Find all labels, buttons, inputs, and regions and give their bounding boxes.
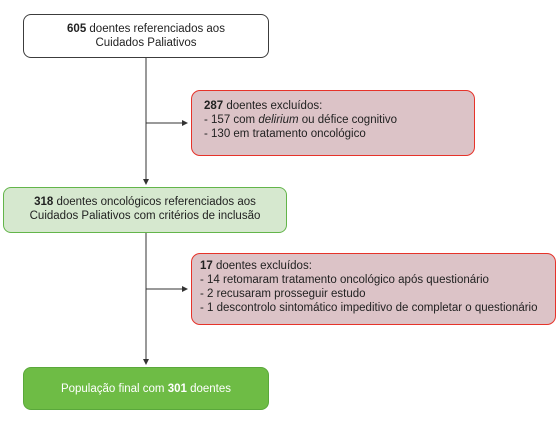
inclusion-text-line2: Cuidados Paliativos com critérios de inclusão bbox=[29, 210, 261, 222]
delirium-term: delirium bbox=[258, 114, 299, 126]
exclusion-box-1 bbox=[191, 90, 475, 156]
inclusion-count: 318 bbox=[34, 196, 54, 208]
exclusion-item-refused: - 2 recusaram prosseguir estudo bbox=[200, 288, 366, 300]
final-population-box bbox=[23, 367, 269, 410]
exclusion-box-2 bbox=[191, 253, 556, 325]
exclusion-item-resumed-treatment: - 14 retomaram tratamento oncológico após questionário bbox=[200, 274, 489, 286]
exclusion-heading-1: doentes excluídos: bbox=[223, 100, 323, 112]
referred-count: 605 bbox=[67, 23, 87, 35]
final-suffix: doentes bbox=[186, 383, 232, 395]
excluded-count-2: 17 bbox=[200, 260, 213, 272]
referred-text-line1: doentes referenciados aos bbox=[86, 23, 225, 35]
inclusion-criteria-box bbox=[3, 187, 287, 233]
exclusion-item-oncologic-treatment: - 130 em tratamento oncológico bbox=[204, 128, 366, 140]
exclusion-heading-2: doentes excluídos: bbox=[212, 260, 312, 272]
referred-patients-box bbox=[23, 14, 269, 58]
final-count: 301 bbox=[167, 383, 187, 395]
excluded-count-1: 287 bbox=[204, 100, 224, 112]
referred-text-line2: Cuidados Paliativos bbox=[95, 37, 197, 49]
inclusion-text-line1: doentes oncológicos referenciados aos bbox=[53, 196, 256, 208]
exclusion-item-symptom-control: - 1 descontrolo sintomático impeditivo de completar o questionário bbox=[200, 302, 538, 314]
exclusion-item-delirium: - 157 com delirium ou défice cognitivo bbox=[204, 114, 398, 126]
final-prefix: População final com bbox=[60, 383, 168, 395]
